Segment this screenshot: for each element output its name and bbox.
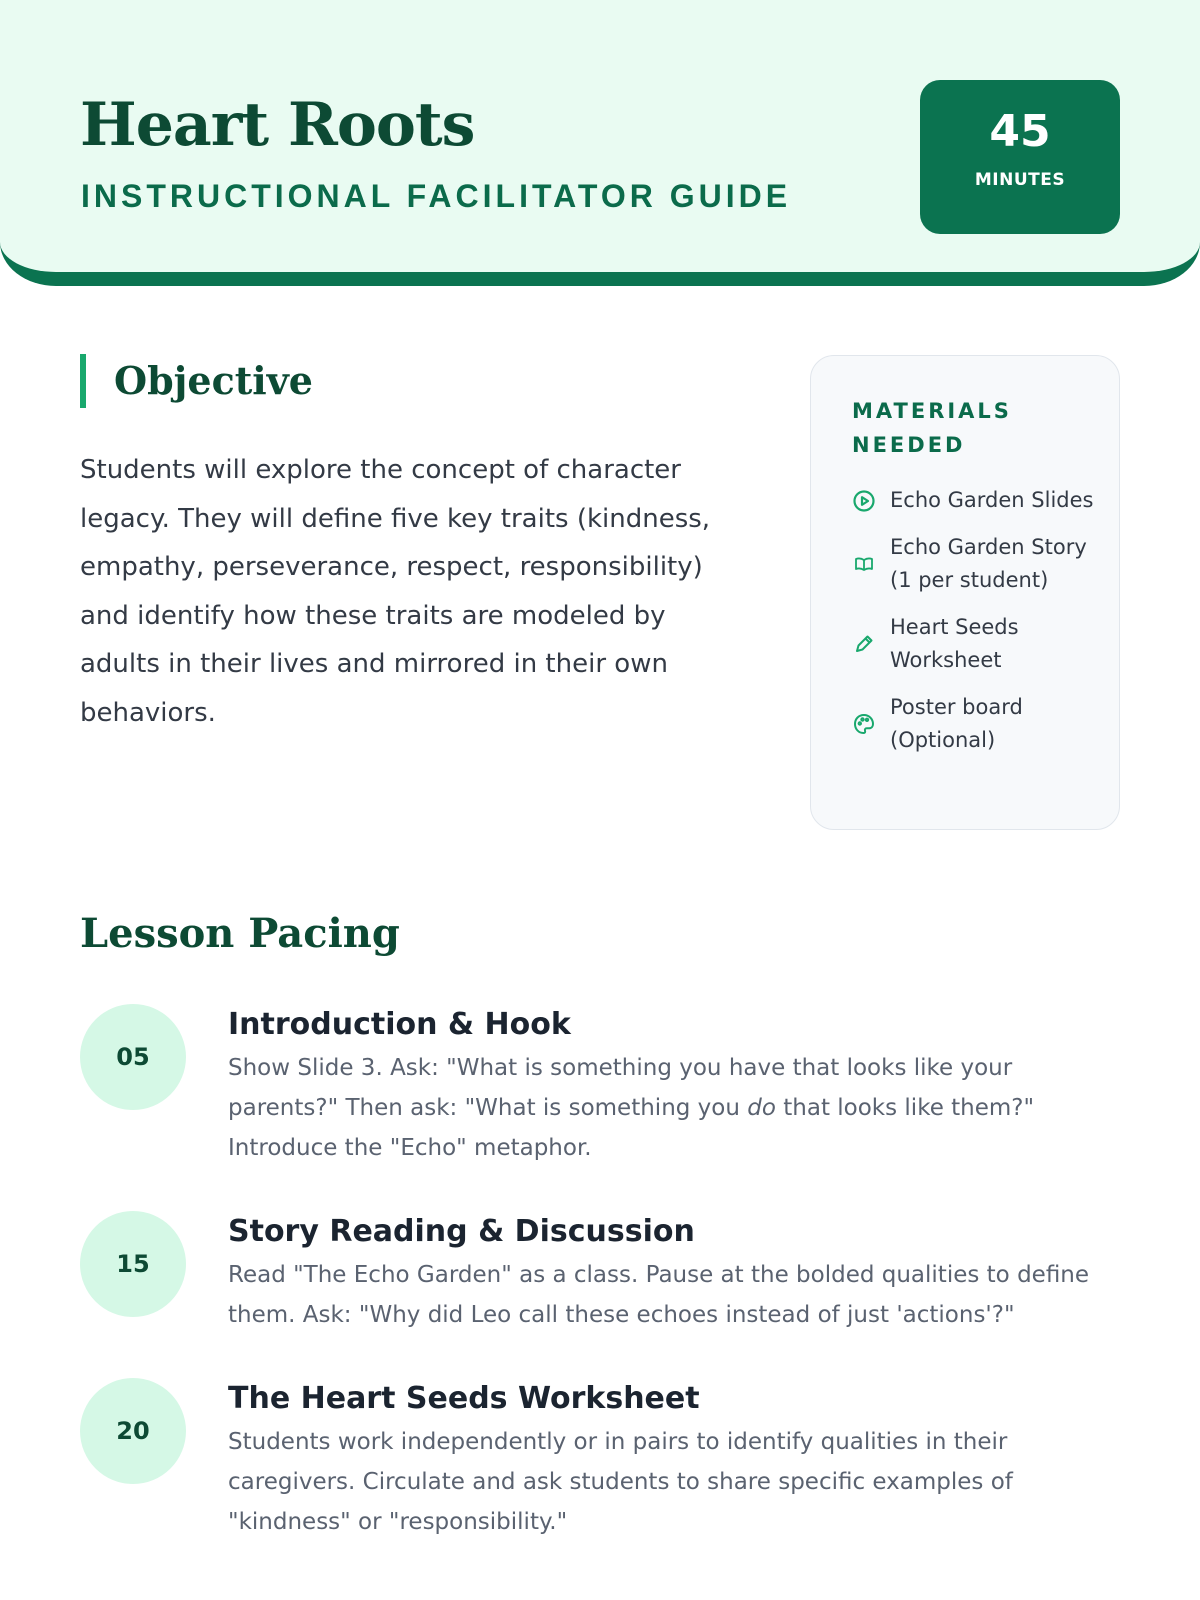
step-minutes-badge: 20 [80, 1378, 186, 1484]
material-label: Echo Garden Story (1 per student) [890, 535, 1087, 592]
list-item [852, 531, 1095, 597]
materials-card [810, 355, 1120, 830]
materials-list [852, 484, 1095, 757]
step-description: Read "The Echo Garden" as a class. Pause at the bolded qualities to define them. Ask: "Why did Leo call these echoes instead of just 'actions'?" [228, 1262, 1090, 1328]
step-minutes-badge: 05 [80, 1004, 186, 1110]
step-title: Story Reading & Discussion [228, 1214, 695, 1249]
page-title: Heart Roots [80, 90, 475, 160]
list-item [852, 691, 1095, 757]
pacing-heading: Lesson Pacing [80, 910, 400, 957]
step-body [228, 1378, 1128, 1542]
step-body [228, 1004, 1128, 1168]
step-description-part: Show Slide 3. Ask: "What is something you have that looks like your parents?" Then ask: "What is something you [228, 1055, 1013, 1121]
duration-badge [920, 80, 1120, 234]
list-item [852, 484, 1095, 517]
step-minutes-badge: 15 [80, 1211, 186, 1317]
duration-unit: MINUTES [974, 170, 1066, 190]
step-description: Students work independently or in pairs to identify qualities in their caregivers. Circulate and ask students to share specific examples of "kindness" or "responsibility." [228, 1429, 1013, 1535]
step-description-emphasis: do [747, 1095, 776, 1121]
material-label: Echo Garden Slides [890, 488, 1094, 512]
guide-header [0, 0, 1200, 286]
page-subtitle: INSTRUCTIONAL FACILITATOR GUIDE [81, 178, 792, 214]
pencil-icon [852, 632, 876, 656]
duration-value: 45 [989, 106, 1051, 157]
objective-text: Students will explore the concept of character legacy. They will define five key traits (kindness, empathy, perseverance, respect, responsibility) and identify how these traits are modeled by adults in their lives and mirrored in their own behaviors. [80, 455, 711, 728]
palette-icon [852, 712, 876, 736]
step-title: Introduction & Hook [228, 1007, 571, 1042]
step-title: The Heart Seeds Worksheet [228, 1381, 700, 1416]
materials-heading: MATERIALS NEEDED [852, 399, 1012, 457]
step-description-part: that looks like them?" Introduce the "Echo" metaphor. [228, 1095, 1035, 1161]
step-body [228, 1211, 1128, 1335]
material-label: Heart Seeds Worksheet [890, 615, 1019, 672]
objective-heading: Objective [80, 354, 313, 408]
material-label: Poster board (Optional) [890, 695, 1023, 752]
play-circle-icon [852, 489, 876, 513]
step-description [228, 1048, 1128, 1168]
book-icon [852, 552, 876, 576]
list-item [852, 611, 1095, 677]
